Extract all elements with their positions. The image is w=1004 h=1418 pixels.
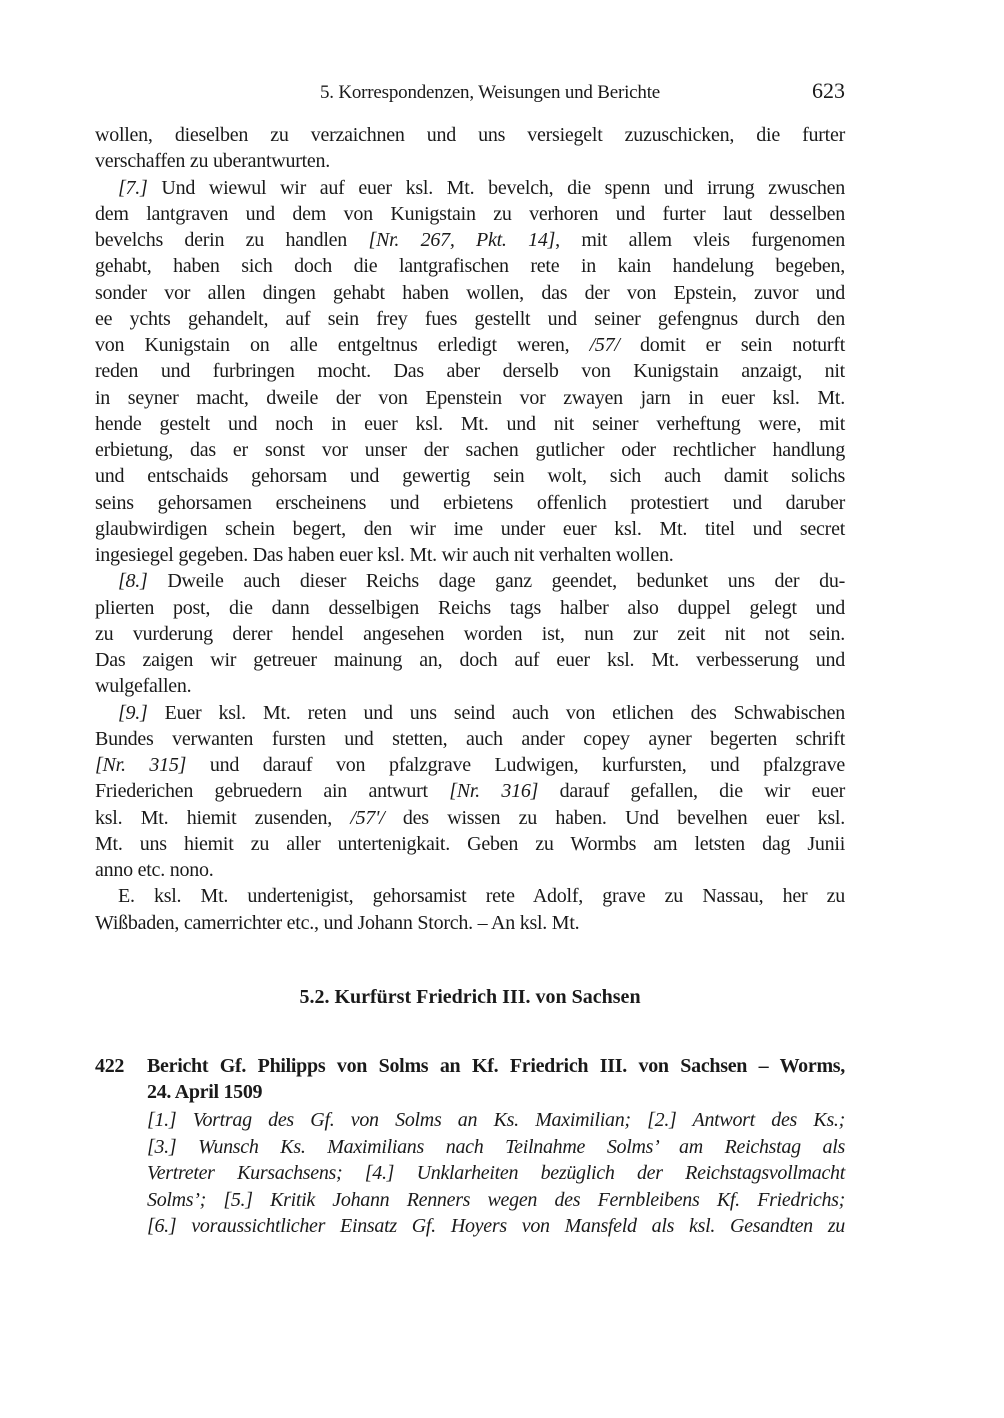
paragraph (95, 122, 845, 175)
text-line (95, 385, 845, 411)
summary-line: [3.] Wunsch Ks. Maximilians nach Teilnahme Solms’ am Reichstag als (147, 1135, 845, 1158)
text-segment: ingesiegel gegeben. Das haben euer ksl. Mt. wir auch nit verhalten wollen. (95, 544, 674, 566)
text-line (95, 227, 845, 253)
editorial-reference: [Nr. 316] (449, 780, 539, 803)
entry-number: 422 (95, 1055, 125, 1077)
text-line (95, 332, 845, 358)
text-segment: anno etc. nono. (95, 859, 214, 881)
text-segment: bevelchs derin zu handlen (95, 229, 369, 251)
text-line (95, 621, 845, 647)
paragraph (95, 175, 845, 569)
text-segment: ksl. Mt. hiemit zusenden, (95, 806, 351, 829)
text-segment: Mt. uns hiemit zu aller untertenigkait. Geben zu Wormbs am letsten dag Junii (95, 832, 845, 855)
text-segment: zu vurderung derer hendel angesehen worden ist, nun zur zeit nit not sein. (95, 622, 845, 645)
running-title: 5. Korrespondenzen, Weisungen und Berichte (319, 82, 661, 103)
summary-line: [6.] voraussichtlicher Einsatz Gf. Hoyers von Mansfeld als ksl. Gesandten zu (147, 1215, 845, 1237)
text-segment: Wißbaden, camerrichter etc., und Johann Storch. – An ksl. Mt. (95, 911, 580, 934)
text-segment: wulgefallen. (95, 675, 192, 698)
text-line (95, 752, 845, 778)
text-segment: gehabt, haben sich doch die lantgrafischen rete in kain handelung begeben, (95, 255, 845, 278)
paragraph (95, 568, 845, 699)
text-segment: des wissen zu haben. Und bevelhen euer ksl. (384, 806, 845, 829)
editorial-reference: [8.] (118, 570, 148, 593)
text-segment: sonder vor allen dingen gehabt haben wollen, das der von Epstein, zuvor und (95, 281, 845, 304)
text-segment: darauf gefallen, die wir euer (538, 780, 845, 803)
text-segment: hende gestelt und noch in euer ksl. Mt. und nit seiner verheftung were, mit (95, 412, 845, 435)
text-line (95, 411, 845, 437)
text-line (95, 831, 845, 857)
editorial-reference: [Nr. 315] (95, 754, 187, 776)
text-segment: verschaffen zu uberantwurten. (95, 150, 331, 173)
text-line (95, 726, 845, 752)
document-entry-422 (95, 1054, 845, 1107)
text-segment: domit er sein noturft (619, 334, 846, 356)
text-segment: plierten post, die dann desselbigen Reichs tags halber also duppel gelegt und (95, 596, 845, 619)
text-segment: seins gehorsamen erscheinens und erbietens offenlich protestiert und daruber (95, 491, 845, 514)
text-line (95, 122, 845, 148)
text-line (95, 490, 845, 516)
text-line (95, 673, 845, 699)
text-segment: und darauf von pfalzgrave Ludwigen, kurfursten, und pfalzgrave (186, 754, 845, 776)
editorial-reference: [Nr. 267, Pkt. 14] (368, 229, 556, 251)
text-line (95, 253, 845, 279)
summary-line: [1.] Vortrag des Gf. von Solms an Ks. Maximilian; [2.] Antwort des Ks.; (147, 1109, 845, 1131)
text-segment: von Kunigstain on alle entgeltnus erledigt weren, (95, 334, 590, 356)
text-segment: Euer ksl. Mt. reten und uns seind auch von etlichen des Schwabischen (147, 701, 845, 724)
editorial-reference: /57'/ (350, 806, 385, 829)
text-line (95, 463, 845, 489)
text-line (95, 358, 845, 384)
summary-line: Vertreter Kursachsens; [4.] Unklarheiten bezüglich der Reichstagsvollmacht (147, 1162, 845, 1184)
text-segment: E. ksl. Mt. undertenigist, gehorsamist rete Adolf, grave zu Nassau, her zu (118, 885, 845, 908)
text-segment: in seyner macht, dweile der von Epenstein vor zwayen jarn in euer ksl. Mt. (95, 386, 845, 409)
editorial-reference: /57/ (589, 334, 620, 356)
text-line (95, 201, 845, 227)
text-line (95, 910, 845, 936)
paragraph (95, 883, 845, 936)
entry-summary (147, 1107, 845, 1240)
text-segment: dem lantgraven und dem von Kunigstain zu verhoren und furter laut desselben (95, 202, 845, 225)
text-line (95, 805, 845, 831)
entry-title (147, 1054, 845, 1107)
text-line (95, 148, 845, 174)
section-heading: 5.2. Kurfürst Friedrich III. von Sachsen (299, 986, 641, 1008)
editorial-reference: [7.] (118, 176, 148, 199)
text-line (95, 516, 845, 542)
body-text (95, 122, 845, 936)
entry-title-line: Bericht Gf. Philipps von Solms an Kf. Friedrich III. von Sachsen – Worms, (147, 1055, 845, 1077)
page-number: 623 (812, 78, 845, 103)
text-line (95, 857, 845, 883)
paragraph (95, 700, 845, 884)
text-segment: ee ychts gehandelt, auf sein frey fues gestellt und seiner gefengnus durch den (95, 307, 845, 330)
text-segment: und entschaids gehorsam und gewertig sein wolt, sich auch damit solichs (95, 465, 845, 488)
text-segment: , mit allem vleis furgenomen (555, 229, 845, 251)
text-line (95, 647, 845, 673)
text-line (95, 883, 845, 909)
text-line (95, 595, 845, 621)
text-segment: Bundes verwanten fursten und stetten, auch ander copey ayner begerten schrift (95, 727, 845, 750)
text-segment: reden und furbringen mocht. Das aber derselb von Kunigstain anzaigt, nit (95, 360, 845, 383)
editorial-reference: [9.] (118, 701, 148, 724)
text-line (95, 568, 845, 594)
text-line (95, 175, 845, 201)
text-line (95, 306, 845, 332)
text-segment: Und wiewul wir auf euer ksl. Mt. bevelch, die spenn und irrung zwuschen (147, 176, 845, 199)
text-segment: wollen, dieselben zu verzaichnen und uns versiegelt zuzuschicken, die furter (95, 124, 845, 146)
running-header (95, 80, 845, 106)
text-segment: Das zaigen wir getreuer mainung an, doch auf euer ksl. Mt. verbesserung und (95, 649, 845, 671)
summary-line: Solms’; [5.] Kritik Johann Renners wegen des Fernbleibens Kf. Friedrichs; (147, 1188, 845, 1211)
entry-title-line: 24. April 1509 (147, 1081, 263, 1104)
text-line (95, 280, 845, 306)
text-segment: glaubwirdigen schein begert, den wir ime under euer ksl. Mt. titel und secret (95, 517, 845, 540)
text-line (95, 778, 845, 804)
text-line (95, 700, 845, 726)
text-line (95, 542, 845, 568)
text-segment: Friederichen gebruedern ain antwurt (95, 780, 450, 803)
text-line (95, 437, 845, 463)
text-segment: erbietung, das er sonst vor unser der sachen gutlicher oder rechtlicher handlung (95, 439, 845, 461)
text-segment: Dweile auch dieser Reichs dage ganz geendet, bedunket uns der du- (147, 570, 845, 593)
